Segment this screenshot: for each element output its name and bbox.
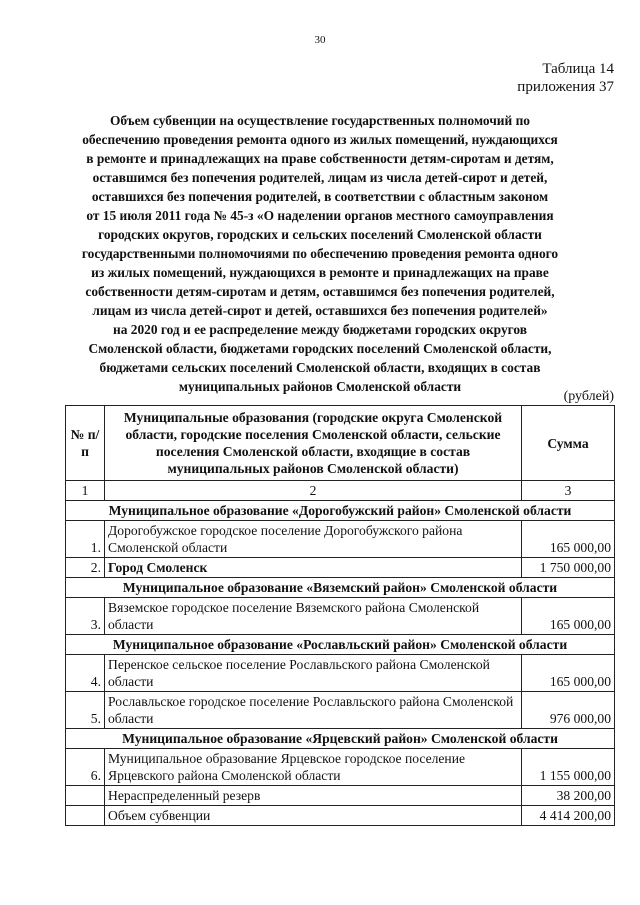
row-number: 2. [66,558,105,578]
total-sum: 4 414 200,00 [522,806,615,826]
title-line: из жилых помещений, нуждающихся в ремонте и принадлежащих на праве [91,265,549,280]
group-row [66,635,615,655]
table-row [66,692,615,729]
group-row [66,501,615,521]
subsidy-table [65,405,615,826]
title-line: городских округов, городских и сельских поселений Смоленской области [98,227,542,242]
table-row [66,655,615,692]
reserve-sum: 38 200,00 [522,786,615,806]
group-title: Муниципальное образование «Дорогобужский район» Смоленской области [66,501,615,521]
row-number: 6. [66,749,105,786]
column-index-row [66,481,615,501]
row-name: Рославльское городское поселение Рославльского района Смоленской области [105,692,522,729]
row-number: 4. [66,655,105,692]
column-index: 2 [105,481,522,501]
table-reference [517,60,614,96]
row-name: Дорогобужское городское поселение Дорогобужского района Смоленской области [105,521,522,558]
row-sum: 165 000,00 [522,521,615,558]
title-line: Смоленской области, бюджетами городских поселений Смоленской области, [88,341,552,356]
title-line: бюджетами сельских поселений Смоленской области, входящих в состав [99,360,541,375]
title-line: государственными полномочиями по обеспечению проведения ремонта одного [81,246,559,261]
header-municipality: Муниципальные образования (городские округа Смоленской области, городские поселения Смоленской области, сельские поселения Смоленской области, входящие в состав муниципальных районов Смоленской области) [105,406,522,481]
column-index: 3 [522,481,615,501]
title-line: в ремонте и принадлежащих на праве собственности детям-сиротам и детям, [86,151,554,166]
title-line: муниципальных районов Смоленской области [178,379,462,394]
column-index: 1 [66,481,105,501]
title-line: обеспечению проведения ремонта одного из жилых помещений, нуждающихся [82,132,558,147]
header-number: № п/п [66,406,105,481]
row-number: 3. [66,598,105,635]
title-line: лицам из числа детей-сирот и детей, оставшихся без попечения родителей» [92,303,548,318]
table-row [66,749,615,786]
row-name: Город Смоленск [105,558,522,578]
title-line: от 15 июля 2011 года № 45-з «О наделении органов местного самоуправления [86,208,554,223]
row-number-empty [66,786,105,806]
reserve-row [66,786,615,806]
units-label: (рублей) [563,389,614,404]
title-line: собственности детям-сиротам и детям, оставшимся без попечения родителей, [85,284,555,299]
group-row [66,578,615,598]
group-title: Муниципальное образование «Ярцевский район» Смоленской области [66,729,615,749]
table-row [66,558,615,578]
row-sum: 165 000,00 [522,655,615,692]
group-row [66,729,615,749]
table-row [66,521,615,558]
row-sum: 1 750 000,00 [522,558,615,578]
page-number: 30 [314,34,326,46]
group-title: Муниципальное образование «Рославльский район» Смоленской области [66,635,615,655]
row-number: 5. [66,692,105,729]
reserve-label: Нераспределенный резерв [105,786,522,806]
table-row [66,598,615,635]
title-line: Объем субвенции на осуществление государственных полномочий по [110,113,530,128]
row-sum: 1 155 000,00 [522,749,615,786]
row-number-empty [66,806,105,826]
title-line: на 2020 год и ее распределение между бюджетами городских округов [112,322,527,337]
title-line: оставшимся без попечения родителей, лицам из числа детей-сирот и детей, [92,170,548,185]
header-sum: Сумма [522,406,615,481]
row-name: Перенское сельское поселение Рославльского района Смоленской области [105,655,522,692]
table-number: Таблица 14 [542,61,614,77]
row-number: 1. [66,521,105,558]
row-sum: 165 000,00 [522,598,615,635]
title-line: оставшихся без попечения родителей, в соответствии с областным законом [91,189,549,204]
row-sum: 976 000,00 [522,692,615,729]
appendix-number: приложения 37 [517,79,614,95]
total-row [66,806,615,826]
row-name: Муниципальное образование Ярцевское городское поселение Ярцевского района Смоленской области [105,749,522,786]
row-name: Вяземское городское поселение Вяземского района Смоленской области [105,598,522,635]
table-header-row [66,406,615,481]
group-title: Муниципальное образование «Вяземский район» Смоленской области [66,578,615,598]
total-label: Объем субвенции [105,806,522,826]
document-title [50,111,590,396]
